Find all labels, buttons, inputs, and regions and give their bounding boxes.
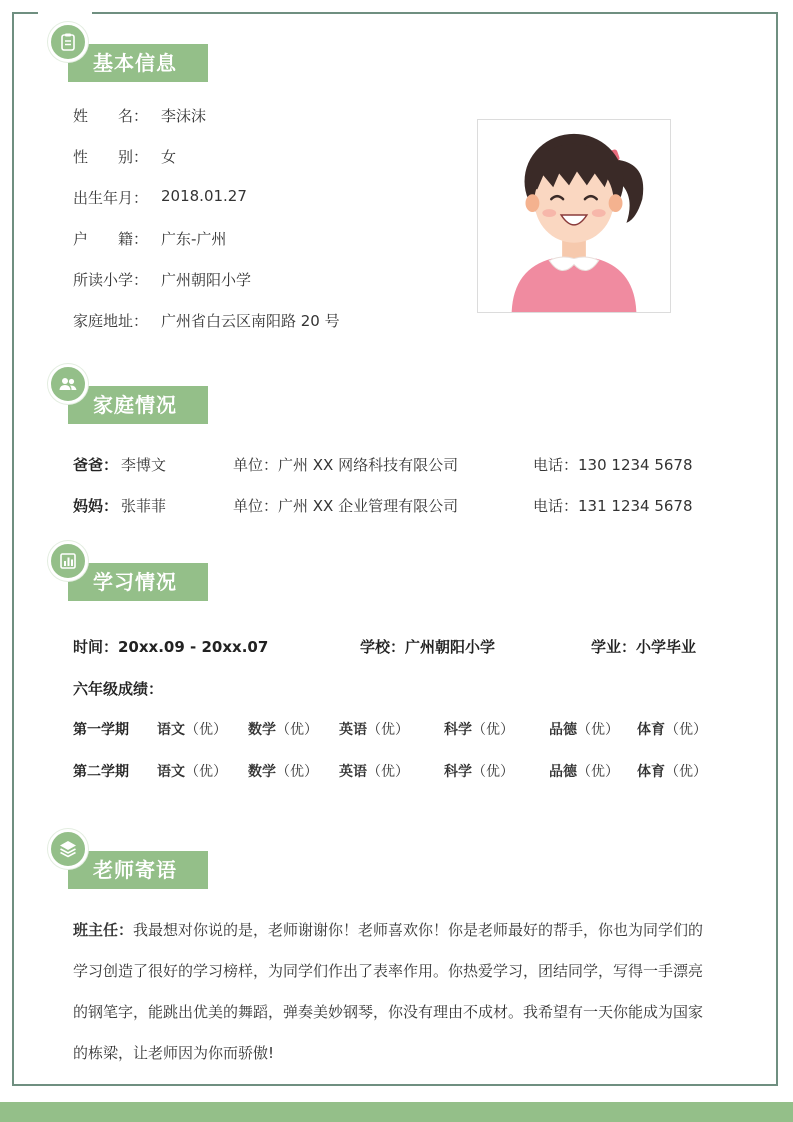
label-gender: 性 别： bbox=[73, 148, 149, 166]
grades-title: 六年级成绩： bbox=[73, 680, 164, 698]
grade-item bbox=[549, 719, 619, 739]
grade: （优） bbox=[472, 764, 514, 780]
bottom-accent-bar bbox=[0, 1102, 793, 1122]
father-unit: 单位：广州 XX 网络科技有限公司 bbox=[233, 456, 459, 474]
subject: 科学 bbox=[444, 722, 472, 738]
mother-unit: 单位：广州 XX 企业管理有限公司 bbox=[233, 497, 459, 515]
clipboard-icon bbox=[48, 22, 88, 62]
grade-item bbox=[248, 761, 318, 781]
section-title: 基本信息 bbox=[68, 44, 208, 82]
grade: （优） bbox=[472, 722, 514, 738]
grade: （优） bbox=[185, 722, 227, 738]
value-hukou: 广东-广州 bbox=[161, 230, 227, 248]
father-name: 李博文 bbox=[121, 456, 167, 474]
subject: 数学 bbox=[248, 722, 276, 738]
grade: （优） bbox=[276, 722, 318, 738]
grade-item bbox=[549, 761, 619, 781]
label-address: 家庭地址： bbox=[73, 312, 149, 330]
chart-icon bbox=[48, 541, 88, 581]
subject: 语文 bbox=[157, 764, 185, 780]
term-name: 第一学期 bbox=[73, 722, 129, 738]
grade: （优） bbox=[577, 722, 619, 738]
subject: 数学 bbox=[248, 764, 276, 780]
grade: （优） bbox=[665, 722, 707, 738]
grade: （优） bbox=[665, 764, 707, 780]
subject: 英语 bbox=[339, 764, 367, 780]
label-school: 所读小学： bbox=[73, 271, 149, 289]
grade: （优） bbox=[185, 764, 227, 780]
subject: 品德 bbox=[549, 722, 577, 738]
study-time: 时间：20xx.09 - 20xx.07 bbox=[73, 638, 269, 656]
grade-item bbox=[444, 719, 514, 739]
grade-item bbox=[339, 719, 409, 739]
grade-item bbox=[248, 719, 318, 739]
grade: （优） bbox=[367, 722, 409, 738]
teacher-text: 我最想对你说的是，老师谢谢你！老师喜欢你！你是老师最好的帮手，你也为同学们的学习创造了很好的学习榜样，为同学们作出了表率作用。你热爱学习，团结同学，写得一手漂亮的钢笔字，能跳出优美的舞蹈，弹奏美妙钢琴，你没有理由不成材。我希望有一天你能成为国家的栋梁，让老师因为你而骄傲! bbox=[73, 921, 704, 1062]
value-address: 广州省白云区南阳路 20 号 bbox=[161, 312, 340, 330]
grade-item bbox=[637, 761, 707, 781]
value-birth: 2018.01.27 bbox=[161, 187, 247, 205]
label-birth: 出生年月： bbox=[73, 189, 149, 207]
subject: 英语 bbox=[339, 722, 367, 738]
grade-item bbox=[339, 761, 409, 781]
grade: （优） bbox=[276, 764, 318, 780]
subject: 体育 bbox=[637, 764, 665, 780]
grade-item bbox=[637, 719, 707, 739]
label-hukou: 户 籍： bbox=[73, 230, 149, 248]
profile-photo bbox=[477, 119, 671, 313]
father-label: 爸爸： bbox=[73, 456, 119, 474]
value-name: 李沫沫 bbox=[161, 107, 207, 125]
layers-icon bbox=[48, 829, 88, 869]
subject: 科学 bbox=[444, 764, 472, 780]
mother-phone: 电话：131 1234 5678 bbox=[533, 497, 693, 515]
term-name: 第二学期 bbox=[73, 764, 129, 780]
study-school: 学校：广州朝阳小学 bbox=[360, 638, 496, 656]
grade: （优） bbox=[367, 764, 409, 780]
value-school: 广州朝阳小学 bbox=[161, 271, 252, 289]
subject: 语文 bbox=[157, 722, 185, 738]
study-degree: 学业：小学毕业 bbox=[591, 638, 697, 656]
grade-item bbox=[444, 761, 514, 781]
section-title: 家庭情况 bbox=[68, 386, 208, 424]
teacher-label: 班主任： bbox=[73, 921, 134, 939]
section-title: 学习情况 bbox=[68, 563, 208, 601]
value-gender: 女 bbox=[161, 148, 177, 166]
people-icon bbox=[48, 364, 88, 404]
girl-avatar bbox=[478, 120, 670, 312]
grade-item bbox=[157, 761, 227, 781]
subject: 体育 bbox=[637, 722, 665, 738]
mother-label: 妈妈： bbox=[73, 497, 119, 515]
grade: （优） bbox=[577, 764, 619, 780]
mother-name: 张菲菲 bbox=[121, 497, 167, 515]
subject: 品德 bbox=[549, 764, 577, 780]
grade-item bbox=[157, 719, 227, 739]
frame-notch bbox=[38, 10, 92, 14]
section-title: 老师寄语 bbox=[68, 851, 208, 889]
teacher-comment bbox=[73, 910, 713, 1074]
label-name: 姓 名： bbox=[73, 107, 149, 125]
father-phone: 电话：130 1234 5678 bbox=[533, 456, 693, 474]
